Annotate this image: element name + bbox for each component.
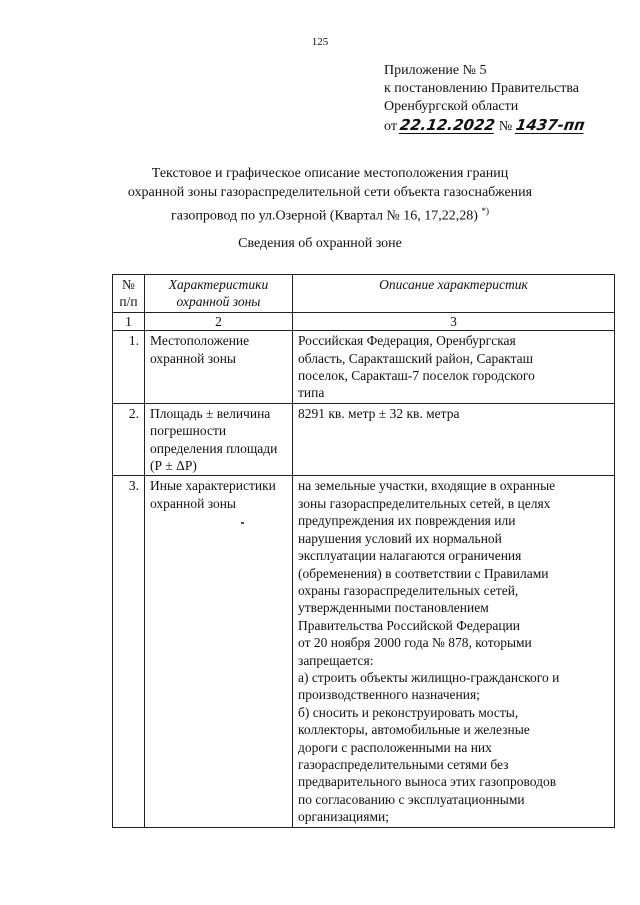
date-prefix: от bbox=[384, 119, 397, 134]
description-line: предупреждения их повреждения или bbox=[298, 513, 516, 529]
row-description bbox=[293, 403, 615, 476]
description-line: запрещается: bbox=[298, 652, 374, 668]
description-line: утвержденными постановлением bbox=[298, 600, 489, 616]
protection-zone-table bbox=[112, 274, 615, 828]
column-number-3: 3 bbox=[293, 312, 615, 330]
footnote-mark: *) bbox=[481, 206, 489, 216]
row-characteristic bbox=[145, 476, 293, 827]
header-description: Описание характеристик bbox=[293, 275, 615, 313]
row-number: 3. bbox=[113, 476, 145, 827]
scan-speck bbox=[241, 522, 244, 524]
description-line: дороги с расположенными на них bbox=[298, 739, 492, 755]
handwritten-date: 22.12.2022 bbox=[399, 116, 497, 134]
description-line: эксплуатации налагаются ограничения bbox=[298, 548, 522, 564]
title-line-3-text: газопровод по ул.Озерной (Квартал № 16, 17,22,28) bbox=[171, 208, 478, 224]
description-line: предварительного выноса этих газопроводов bbox=[298, 774, 557, 790]
title-line-1: Текстовое и графическое описание местоположения границ bbox=[151, 166, 509, 181]
row-characteristic bbox=[145, 403, 293, 476]
characteristic-line: охранной зоны bbox=[150, 350, 237, 366]
column-number-1: 1 bbox=[113, 312, 145, 330]
section-title: Сведения об охранной зоне bbox=[238, 236, 402, 251]
description-line: газораспределительными сетями без bbox=[298, 756, 509, 772]
header-characteristics-line1: Характеристики bbox=[168, 277, 269, 292]
column-number-row bbox=[113, 312, 615, 330]
title-line-2: охранной зоны газораспределительной сети объекта газоснабжения bbox=[127, 185, 533, 200]
description-line: типа bbox=[298, 385, 325, 401]
description-line: по согласованию с эксплуатационными bbox=[298, 791, 525, 807]
appendix-title: Приложение № 5 bbox=[384, 63, 487, 78]
characteristic-line: Площадь ± величина bbox=[150, 405, 271, 421]
number-prefix: № bbox=[498, 119, 513, 134]
table-row bbox=[113, 403, 615, 476]
document-title bbox=[70, 164, 590, 226]
description-line: на земельные участки, входящие в охранные bbox=[298, 478, 556, 494]
description-line: 8291 кв. метр ± 32 кв. метра bbox=[298, 405, 460, 421]
appendix-region: Оренбургской области bbox=[384, 99, 519, 114]
header-number-line2: п/п bbox=[119, 294, 138, 310]
description-line: (обременения) в соответствии с Правилами bbox=[298, 565, 549, 581]
characteristic-line: Иные характеристики bbox=[150, 478, 276, 494]
description-line: область, Саракташский район, Саракташ bbox=[298, 350, 534, 366]
header-characteristics bbox=[145, 275, 293, 313]
description-line: Правительства Российской Федерации bbox=[298, 617, 520, 633]
description-line: а) строить объекты жилищно-гражданского и bbox=[298, 669, 560, 685]
characteristic-line: определения площади bbox=[150, 440, 278, 456]
description-line: охраны газораспределительных сетей, bbox=[298, 582, 519, 598]
page-number: 125 bbox=[311, 36, 329, 48]
table-row bbox=[113, 476, 615, 827]
column-number-2: 2 bbox=[145, 312, 293, 330]
header-characteristics-line2: охранной зоны bbox=[176, 294, 261, 310]
row-number: 1. bbox=[113, 331, 145, 404]
appendix-date-line bbox=[384, 116, 634, 136]
table-header-row bbox=[113, 275, 615, 313]
row-description bbox=[293, 331, 615, 404]
characteristic-line: (Р ± ΔР) bbox=[150, 458, 197, 474]
description-line: Российская Федерация, Оренбургская bbox=[298, 333, 516, 349]
header-number bbox=[113, 275, 145, 313]
description-line: зоны газораспределительных сетей, в целях bbox=[298, 495, 551, 511]
row-description bbox=[293, 476, 615, 827]
handwritten-number: 1437-пп bbox=[514, 116, 586, 134]
table-row bbox=[113, 331, 615, 404]
description-line: нарушения условий их нормальной bbox=[298, 530, 502, 546]
description-line: производственного назначения; bbox=[298, 687, 480, 703]
row-number: 2. bbox=[113, 403, 145, 476]
description-line: коллекторы, автомобильные и железные bbox=[298, 722, 530, 738]
appendix-resolution: к постановлению Правительства bbox=[384, 81, 580, 96]
characteristic-line: погрешности bbox=[150, 423, 227, 439]
title-line-3 bbox=[70, 202, 590, 226]
description-line: б) сносить и реконструировать мосты, bbox=[298, 704, 519, 720]
row-characteristic bbox=[145, 331, 293, 404]
characteristic-line: Местоположение bbox=[150, 333, 250, 349]
description-line: от 20 ноября 2000 года № 878, которыми bbox=[298, 635, 532, 651]
description-line: организациями; bbox=[298, 809, 389, 825]
description-line: поселок, Саракташ-7 поселок городского bbox=[298, 368, 535, 384]
header-number-line1: № bbox=[122, 277, 135, 292]
appendix-block bbox=[384, 62, 634, 136]
characteristic-line: охранной зоны bbox=[150, 495, 237, 511]
